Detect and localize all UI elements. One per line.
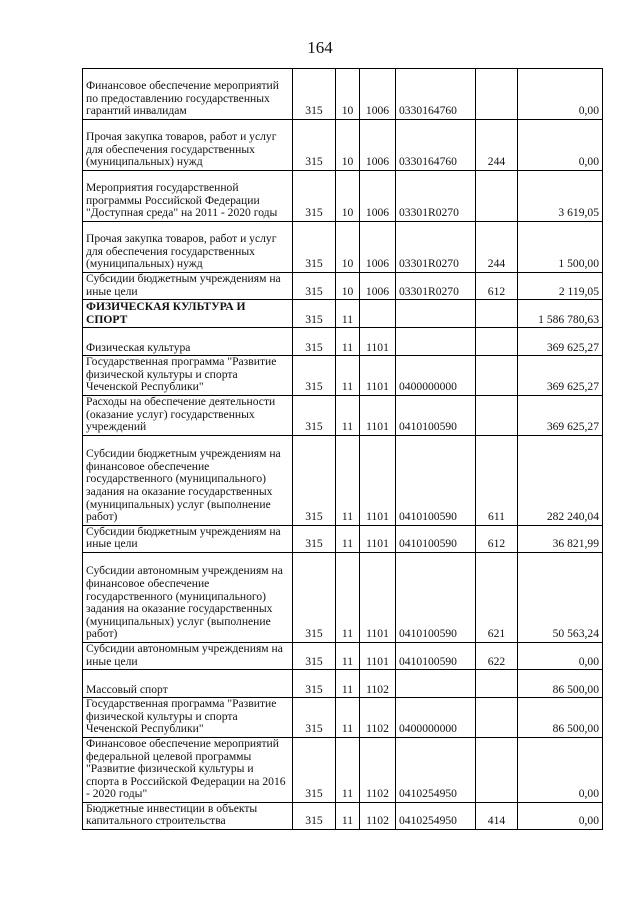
cell-csr: 0410100590 — [396, 642, 476, 669]
cell-rz: 11 — [336, 642, 360, 669]
cell-csr — [396, 300, 476, 328]
cell-sum: 282 240,04 — [518, 435, 603, 525]
cell-vr — [476, 69, 518, 120]
cell-gr: 315 — [293, 552, 336, 642]
cell-csr: 0410100590 — [396, 552, 476, 642]
cell-rz: 10 — [336, 222, 360, 273]
cell-sum: 0,00 — [518, 642, 603, 669]
cell-prz: 1102 — [360, 698, 396, 738]
table-row — [83, 435, 603, 525]
cell-vr — [476, 171, 518, 222]
cell-prz: 1006 — [360, 171, 396, 222]
cell-csr: 0410100590 — [396, 435, 476, 525]
cell-csr: 0410100590 — [396, 525, 476, 552]
cell-rz: 10 — [336, 120, 360, 171]
table-row — [83, 273, 603, 300]
table-row — [83, 552, 603, 642]
cell-gr: 315 — [293, 698, 336, 738]
cell-name: Субсидии автономным учреждениям на финансовое обеспечение государственного (муниципального) задания на оказание государственных (муниципальных) услуг (выполнение работ) — [83, 552, 293, 642]
cell-rz: 10 — [336, 69, 360, 120]
cell-csr: 0410254950 — [396, 802, 476, 829]
cell-vr — [476, 356, 518, 396]
cell-gr: 315 — [293, 670, 336, 698]
cell-gr: 315 — [293, 300, 336, 328]
cell-csr: 0410100590 — [396, 395, 476, 435]
cell-prz: 1006 — [360, 273, 396, 300]
cell-vr: 612 — [476, 525, 518, 552]
cell-csr — [396, 328, 476, 356]
cell-name: Субсидии бюджетным учреждениям на финансовое обеспечение государственного (муниципального) задания на оказание государственных (муниципальных) услуг (выполнение работ) — [83, 435, 293, 525]
cell-rz: 10 — [336, 171, 360, 222]
cell-vr — [476, 737, 518, 802]
cell-name: Субсидии бюджетным учреждениям на иные цели — [83, 273, 293, 300]
cell-gr: 315 — [293, 435, 336, 525]
cell-prz: 1101 — [360, 435, 396, 525]
table-row — [83, 642, 603, 669]
cell-prz: 1101 — [360, 552, 396, 642]
cell-sum: 1 586 780,63 — [518, 300, 603, 328]
cell-vr — [476, 300, 518, 328]
cell-gr: 315 — [293, 642, 336, 669]
cell-name: Финансовое обеспечение мероприятий по предоставлению государственных гарантий инвалидам — [83, 69, 293, 120]
cell-vr: 414 — [476, 802, 518, 829]
table-row — [83, 328, 603, 356]
cell-name: Государственная программа "Развитие физической культуры и спорта Чеченской Республики" — [83, 356, 293, 396]
cell-rz: 11 — [336, 525, 360, 552]
cell-csr: 03301R0270 — [396, 222, 476, 273]
table-row — [83, 802, 603, 829]
cell-sum: 3 619,05 — [518, 171, 603, 222]
cell-name: Субсидии автономным учреждениям на иные цели — [83, 642, 293, 669]
cell-sum: 369 625,27 — [518, 356, 603, 396]
cell-vr: 244 — [476, 120, 518, 171]
cell-prz: 1101 — [360, 525, 396, 552]
budget-table-body — [83, 69, 603, 830]
table-row — [83, 698, 603, 738]
table-row — [83, 300, 603, 328]
budget-table — [82, 68, 603, 830]
cell-name: Физическая культура — [83, 328, 293, 356]
cell-name: Бюджетные инвестиции в объекты капитального строительства — [83, 802, 293, 829]
cell-gr: 315 — [293, 171, 336, 222]
cell-rz: 11 — [336, 435, 360, 525]
cell-rz: 11 — [336, 552, 360, 642]
cell-vr — [476, 395, 518, 435]
cell-sum: 36 821,99 — [518, 525, 603, 552]
cell-csr: 0400000000 — [396, 698, 476, 738]
cell-csr: 0410254950 — [396, 737, 476, 802]
cell-rz: 11 — [336, 356, 360, 396]
table-row — [83, 120, 603, 171]
cell-vr — [476, 698, 518, 738]
table-row — [83, 670, 603, 698]
cell-gr: 315 — [293, 525, 336, 552]
page-number: 164 — [307, 38, 333, 57]
cell-name: Мероприятия государственной программы Российской Федерации "Доступная среда" на 2011 - 2020 годы — [83, 171, 293, 222]
cell-rz: 11 — [336, 328, 360, 356]
cell-gr: 315 — [293, 395, 336, 435]
cell-rz: 11 — [336, 395, 360, 435]
cell-name: Финансовое обеспечение мероприятий федеральной целевой программы "Развитие физической культуры и спорта в Российской Федерации на 2016 - 2020 годы" — [83, 737, 293, 802]
table-row — [83, 171, 603, 222]
cell-csr: 0330164760 — [396, 120, 476, 171]
cell-sum: 369 625,27 — [518, 395, 603, 435]
cell-rz: 11 — [336, 802, 360, 829]
table-row — [83, 737, 603, 802]
cell-prz: 1101 — [360, 642, 396, 669]
cell-rz: 11 — [336, 698, 360, 738]
cell-prz: 1102 — [360, 737, 396, 802]
cell-sum: 0,00 — [518, 737, 603, 802]
cell-sum: 86 500,00 — [518, 698, 603, 738]
cell-name: Прочая закупка товаров, работ и услуг для обеспечения государственных (муниципальных) нужд — [83, 120, 293, 171]
cell-name: Субсидии бюджетным учреждениям на иные цели — [83, 525, 293, 552]
cell-name: ФИЗИЧЕСКАЯ КУЛЬТУРА И СПОРТ — [83, 300, 293, 328]
cell-sum: 2 119,05 — [518, 273, 603, 300]
table-row — [83, 69, 603, 120]
cell-prz: 1006 — [360, 222, 396, 273]
cell-gr: 315 — [293, 356, 336, 396]
cell-prz — [360, 300, 396, 328]
table-row — [83, 222, 603, 273]
table-row — [83, 356, 603, 396]
cell-csr: 0330164760 — [396, 69, 476, 120]
table-row — [83, 525, 603, 552]
cell-sum: 0,00 — [518, 69, 603, 120]
cell-vr: 244 — [476, 222, 518, 273]
cell-rz: 10 — [336, 273, 360, 300]
cell-vr: 621 — [476, 552, 518, 642]
cell-vr — [476, 670, 518, 698]
cell-prz: 1101 — [360, 356, 396, 396]
cell-sum: 50 563,24 — [518, 552, 603, 642]
cell-rz: 11 — [336, 300, 360, 328]
cell-rz: 11 — [336, 670, 360, 698]
cell-name: Массовый спорт — [83, 670, 293, 698]
cell-vr — [476, 328, 518, 356]
cell-name: Государственная программа "Развитие физической культуры и спорта Чеченской Республики" — [83, 698, 293, 738]
cell-prz: 1102 — [360, 802, 396, 829]
cell-gr: 315 — [293, 802, 336, 829]
table-row — [83, 395, 603, 435]
cell-gr: 315 — [293, 273, 336, 300]
cell-prz: 1101 — [360, 328, 396, 356]
cell-sum: 0,00 — [518, 120, 603, 171]
cell-prz: 1101 — [360, 395, 396, 435]
cell-sum: 369 625,27 — [518, 328, 603, 356]
cell-csr: 03301R0270 — [396, 171, 476, 222]
cell-csr — [396, 670, 476, 698]
cell-gr: 315 — [293, 328, 336, 356]
cell-vr: 622 — [476, 642, 518, 669]
cell-sum: 1 500,00 — [518, 222, 603, 273]
cell-prz: 1006 — [360, 69, 396, 120]
cell-gr: 315 — [293, 120, 336, 171]
cell-csr: 03301R0270 — [396, 273, 476, 300]
cell-csr: 0400000000 — [396, 356, 476, 396]
cell-vr: 612 — [476, 273, 518, 300]
cell-prz: 1006 — [360, 120, 396, 171]
cell-name: Прочая закупка товаров, работ и услуг для обеспечения государственных (муниципальных) нужд — [83, 222, 293, 273]
cell-sum: 0,00 — [518, 802, 603, 829]
cell-sum: 86 500,00 — [518, 670, 603, 698]
cell-gr: 315 — [293, 69, 336, 120]
cell-gr: 315 — [293, 737, 336, 802]
cell-name: Расходы на обеспечение деятельности (оказание услуг) государственных учреждений — [83, 395, 293, 435]
cell-prz: 1102 — [360, 670, 396, 698]
cell-vr: 611 — [476, 435, 518, 525]
cell-rz: 11 — [336, 737, 360, 802]
cell-gr: 315 — [293, 222, 336, 273]
